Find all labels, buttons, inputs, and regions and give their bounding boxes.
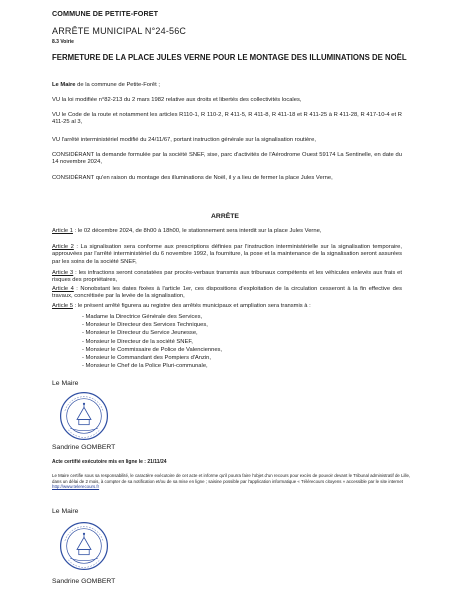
maire-line [52, 82, 402, 89]
article-label: Article 2 [52, 244, 74, 250]
service-label: 8.3 Voirie [52, 39, 74, 45]
vu-paragraph-2: VU le Code de la route et notamment les articles R110-1, R 110-2, R 411-5, R 411-8, R 411-18 et R 411-25 à R 411-28, R 417-10-4 et R 411-25 al 3, [52, 112, 402, 126]
signature-name: Sandrine GOMBERT [52, 578, 116, 585]
arrete-number: ARRÊTE MUNICIPAL N°24-56C [52, 26, 187, 36]
telerecours-link[interactable]: http://www.telerecours.fr [52, 484, 100, 490]
signature-title: Le Maire [52, 508, 79, 515]
article-4 [52, 286, 402, 301]
maire-rest: de la commune de Petite-Forêt ; [75, 82, 160, 88]
article-2 [52, 244, 402, 266]
article-text: : le présent arrêté figurera au registre des arrêtés municipaux et ampliation sera transmis à : [72, 303, 311, 309]
article-label: Article 3 [52, 270, 74, 276]
article-1 [52, 228, 402, 235]
document-title: FERMETURE DE LA PLACE JULES VERNE POUR LE MONTAGE DES ILLUMINATIONS DE NOËL [52, 53, 407, 62]
signature-title: Le Maire [52, 380, 79, 387]
article-label: Article 1 [52, 228, 73, 234]
article-text: : Nonobstant les dates fixées à l'article 1er, ces dispositions d'exploitation de la circulation cesseront à la fin effective des travaux, concrétisée par la levée de la signalisation, [52, 286, 402, 300]
vu-paragraph-1: VU la loi modifiée n°82-213 du 2 mars 1982 relative aux droits et libertés des collectivités locales, [52, 97, 302, 103]
recipient-item: - Monsieur le Commandant des Pompiers d'Anzin, [82, 355, 212, 362]
recipient-item: - Monsieur le Directeur des Services Techniques, [82, 322, 208, 329]
article-label: Article 4 [52, 286, 74, 292]
considerant-paragraph-2: CONSIDÉRANT qu'en raison du montage des illuminations de Noël, il y a lieu de fermer la place Jules Verne, [52, 175, 333, 181]
mairie-seal [58, 520, 110, 572]
article-3 [52, 270, 402, 285]
considerant-paragraph-1: CONSIDÉRANT la demande formulée par la société SNEF, sise, parc d'activités de l'Aérodrome Ouest 59174 La Sentinelle, en date du 14 novembre 2024, [52, 152, 402, 166]
vu-paragraph-3: VU l'arrêté interministériel modifié du 24/11/67, portant instruction générale sur la signalisation routière, [52, 137, 316, 143]
recipient-item: - Monsieur le Chef de la Police Pluri-communale, [82, 363, 208, 370]
article-text: : La signalisation sera conforme aux prescriptions définies par l'instruction interministérielle sur la signalisation temporaire, approuvées par l'arrêté interministériel du 6 novembre 1992, la fourniture, la pose et la maintenance de la signalisation seront assurées par les soins de la société SNEF, [52, 244, 402, 265]
article-5 [52, 303, 402, 310]
recipient-item: - Madame la Directrice Générale des Services, [82, 314, 203, 320]
legal-notice-text: Le Maire certifie sous sa responsabilité, le caractère exécutoire de cet acte et informe qu'il pourra faire l'objet d'un recours pour excès de pouvoir devant le Tribunal administratif de Lille, dans un délai de 2 mois, à compter de sa notification et/ou de sa mise en ligne ; saisine possible par l'application informatique « Télérecours citoyens » accessible par le site internet [52, 473, 411, 484]
article-text: : les infractions seront constatées par procès-verbaux transmis aux tribunaux compétents et les véhicules enlevés aux frais et risques des propriétaires, [52, 270, 402, 284]
signature-name: Sandrine GOMBERT [52, 444, 116, 451]
article-text: : le 02 décembre 2024, de 8h00 à 18h00, le stationnement sera interdit sur la place Jules Verne, [72, 228, 322, 234]
recipient-item: - Monsieur le Directeur de la société SNEF, [82, 338, 193, 345]
article-label: Article 5 [52, 303, 73, 309]
mairie-seal [58, 390, 110, 442]
commune-header: COMMUNE DE PETITE-FORET [52, 9, 159, 18]
legal-notice [52, 473, 412, 490]
posted-date: Acte certifié exécutoire mis en ligne le : 21/11/24 [52, 459, 167, 465]
recipient-item: - Monsieur le Commissaire de Police de Valenciennes, [82, 346, 223, 353]
maire-bold: Le Maire [52, 82, 76, 88]
recipients-list [82, 313, 222, 370]
recipient-item: - Monsieur le Directeur du Service Jeunesse, [82, 330, 198, 337]
arrete-heading: ARRÊTE [211, 213, 239, 220]
